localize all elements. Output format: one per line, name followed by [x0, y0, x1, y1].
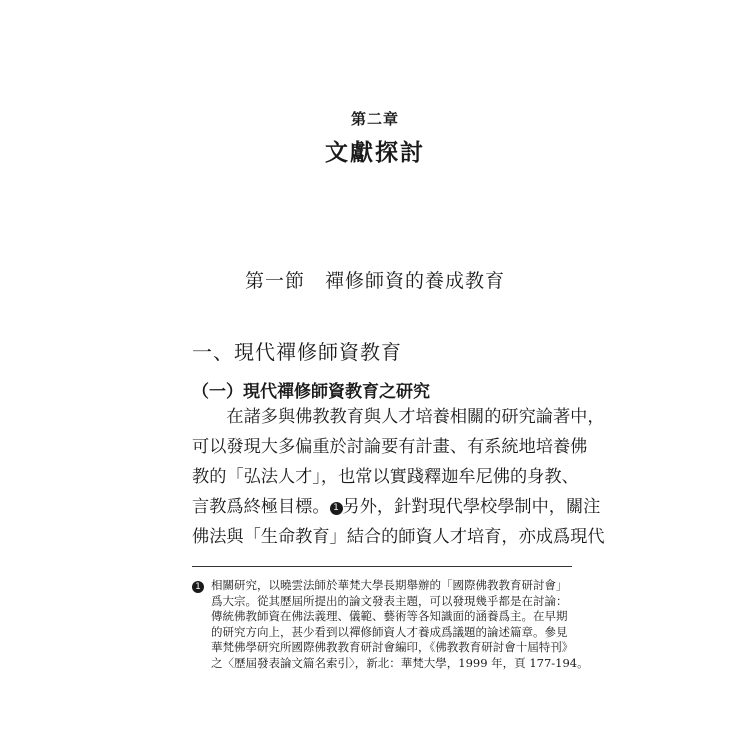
footnote-line: 爲大宗。從其歷屆所提出的論文發表主題，可以發現幾乎都是在討論：: [211, 593, 568, 608]
footnote-line: 的研究方向上，甚少看到以禪修師資人才養成爲議題的論述篇章。參見: [211, 624, 568, 639]
chapter-title: 文獻探討: [325, 140, 425, 166]
body-line: 佛法與「生命教育」結合的師資人才培育，亦成爲現代: [192, 527, 605, 547]
body-line: 教的「弘法人才」，也常以實踐釋迦牟尼佛的身教、: [192, 467, 579, 487]
body-line-segment: 另外，針對現代學校學制中，關注: [342, 497, 601, 517]
section-title: 第一節 禪修師資的養成教育: [244, 270, 505, 292]
body-line: 在諸多與佛教教育與人才培養相關的研究論著中，: [192, 407, 605, 427]
body-paragraph: [192, 402, 605, 552]
chapter-label: 第二章: [350, 110, 399, 128]
footnote-line: 相關研究，以曉雲法師於華梵大學長期舉辦的「國際佛教教育研討會」: [211, 578, 568, 592]
body-line: 可以發現大多偏重於討論要有計畫、有系統地培養佛: [192, 437, 588, 457]
footnote-line: 華梵佛學研究所國際佛教教育研討會編印，《佛教教育研討會十屆特刊》: [211, 640, 574, 654]
footnote-reference-marker[interactable]: 1: [330, 502, 343, 515]
subsection-title: 一、現代禪修師資教育: [192, 340, 402, 364]
body-line-segment: 言教爲終極目標。: [192, 497, 330, 517]
footnote-text: [211, 578, 591, 671]
footnote-divider: [192, 566, 572, 567]
body-line-with-note: [192, 492, 601, 522]
footnote-marker: 1: [192, 581, 204, 593]
sub-subsection-title: （一）現代禪修師資教育之研究: [192, 382, 430, 402]
footnote-line: 傳統佛教師資在佛法義理、儀範、藝術等各知識面的涵養爲主。在早期: [211, 609, 568, 623]
footnote-line: 之〈歷屆發表論文篇名索引〉，新北：華梵大學，1999 年，頁 177-194。: [211, 655, 589, 670]
